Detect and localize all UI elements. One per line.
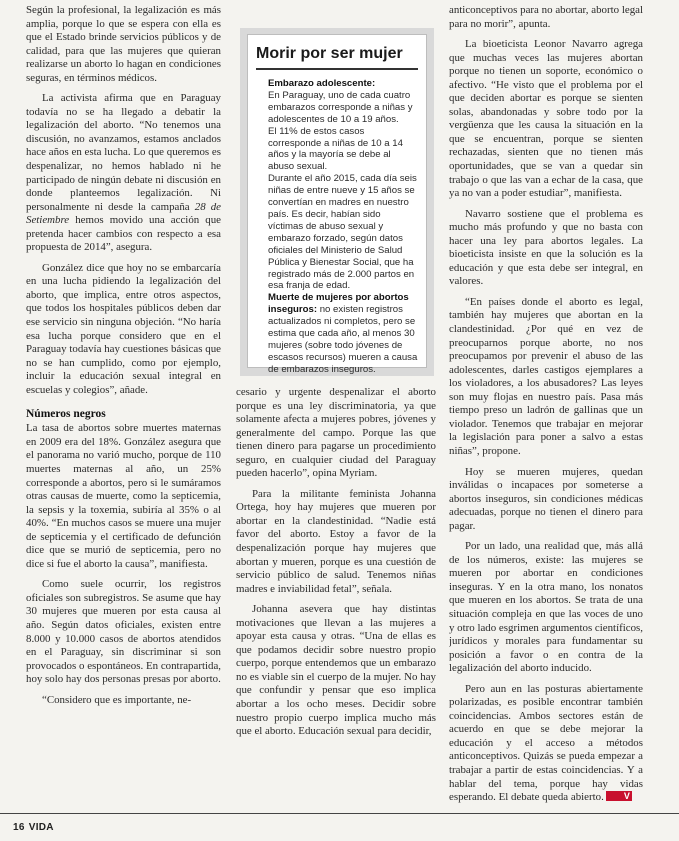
article-column-2 — [236, 386, 436, 804]
sidebar-text: En Paraguay, uno de cada cuatro embarazos corresponde a niñas y adolescentes de 10 a 19 años. — [268, 89, 413, 125]
page-number: 16 — [13, 822, 25, 833]
sidebar-text: no existen registros actualizados ni completos, pero se estima que cada año, al menos 30 mujeres (sobre todo jóvenes de escasos recursos) mueren a causa de embarazos inseguros. — [268, 304, 418, 375]
page-folio — [13, 822, 54, 833]
sidebar-subheading: Muerte de mujeres por abortos inseguros: — [268, 292, 409, 316]
footer-rule — [0, 813, 679, 814]
article-column-1 — [26, 4, 221, 804]
paragraph: Como suele ocurrir, los registros oficiales son subregistros. Se asume que hay 30 mujeres que mueren por esta causa al año. Según datos oficiales, existen entre 8.000 y 10.000 casos de abortos atendidos en el Paraguay, sin discriminar si son provocados o espontáneos. En contrapartida, hoy solo hay dos personas presas por aborto. — [26, 578, 221, 686]
paragraph: La bioeticista Leonor Navarro agrega que muchas veces las mujeres abortan porque no tienen un soporte, económico o afectivo. “He visto que el problema por el que deciden abortar es porque se sienten solas, abandonadas y sobre todo por la vergüenza que les causa la situación en la que se encuentran, porque se sienten rechazadas, sienten que no tienen más oportunidades, que se van a quedar sin trabajo o que las van a echar de la casa, que ya no van a poder estudiar”, manifiesta. — [449, 38, 643, 200]
sidebar-text: Durante el año 2015, cada día seis niñas de entre nueve y 15 años se convertían en madres en nuestro país. Es decir, habían sido víctimas de abuso sexual y embarazo forzado, según datos oficiales del Ministerio de Salud Pública y Bienestar Social, que ha registrado más de 2.000 partos en esa franja de edad. — [268, 173, 417, 292]
paragraph: “Considero que es importante, ne- — [42, 693, 192, 706]
paragraph — [449, 683, 643, 804]
paragraph: Navarro sostiene que el problema es mucho más profundo y que no basta con hacer una ley para abortos legales. La bioeticista insiste en que la solución es la educación y que esta debe ser integral, en valores. — [449, 207, 643, 288]
sidebar-text: El 11% de estos casos corresponde a niñas de 10 a 14 años y la mayoría se debe al abuso sexual. — [268, 125, 403, 173]
paragraph-text: hemos movido una acción que pretenda hacer cambios con respecto a esa propuesta de 2014”, asegura. — [26, 214, 221, 254]
paragraph: Johanna asevera que hay distintas motivaciones que llevan a las mujeres a apoyar esta causa y otras. “Una de ellas es que podamos decidir sobre nuestro propio cuerpo, porque entendemos que un embarazo no es viable sin el cuerpo de la mujer. No hay que confundir y pensar que eso implica abortar a los ocho meses. Decidir sobre nuestro propio cuerpo implica mucho más que el aborto. Educación sexual para decidir, — [236, 603, 436, 738]
paragraph: Hoy se mueren mujeres, quedan inválidas o incapaces por someterse a abortos inseguros, sin condiciones médicas adecuadas, porque no tienen el dinero para pagar. — [449, 465, 643, 532]
sidebar-panel — [247, 34, 427, 375]
paragraph: González dice que hoy no se embarcaría en una lucha pidiendo la legalización del aborto, que implica, entre otros aspectos, que todos los hospitales públicos deben dar ese servicio sin ninguna objeción. “No haría esa lucha porque considero que en el Paraguay todavía hay cuestiones básicas que no se han cumplido, como por ejemplo, incluir la educación sexual integral en escuelas y colegios”, añade. — [26, 261, 221, 396]
paragraph — [26, 92, 221, 255]
paragraph: La tasa de abortos sobre muertes maternas en 2009 era del 18%. González asegura que el panorama no varió mucho, porque de 110 muertes maternas al año, un 25% corresponde a abortos, pero si le sumáramos otras causas de muerte, como la septicemia, la sepsis y la toxemia, subiría al 35% o al 40%. “En muchos casos se muere una mujer de septicemia y el certificado de defunción dice que se murió de septicemia, pero no dice si fue el aborto la causa”, manifiesta. — [26, 422, 221, 570]
sidebar-text — [268, 292, 418, 375]
article-column-3 — [449, 4, 643, 804]
end-mark-icon: V — [606, 791, 632, 801]
sidebar-title: Morir por ser mujer — [256, 45, 418, 70]
paragraph: anticonceptivos para no abortar, aborto legal para no morir”, apunta. — [449, 4, 643, 30]
campaign-name: 28 de Setiembre — [26, 200, 221, 227]
paragraph-text: La activista afirma que en Paraguay todavía no se ha llegado a debatir la legalización del aborto. “No tenemos una discusión, no avanzamos, estamos anclados hace años en esta lucha. Lo que queremos es despenalizar, no hemos hablado ni he participado de ningún debate ni discusión en donde planteemos legalización. Ni personalmente ni desde la campaña — [26, 92, 221, 213]
subheading: Números negros — [26, 408, 106, 421]
section-name: VIDA — [28, 822, 54, 833]
paragraph: cesario y urgente despenalizar el aborto porque es una ley discriminatoria, ya que solamente afecta a mujeres pobres, jóvenes y generalmente del campo. Porque las que tienen dinero para pagarse un procedimiento seguro, en cualquier ciudad del Paraguay pueden hacerlo”, opina Myriam. — [236, 386, 436, 480]
sidebar-box — [240, 28, 434, 376]
sidebar-subheading: Embarazo adolescente: — [268, 78, 376, 89]
paragraph: Según la profesional, la legalización es más amplia, porque lo que se espera con ella es que el Estado brinde servicios públicos y de calidad, para que las mujeres que quieran realizarse un aborto lo hagan en condiciones seguras, en términos médicos. — [26, 4, 221, 84]
paragraph-text: Pero aun en las posturas abiertamente polarizadas, es posible encontrar también coincidencias. Ambos sectores están de acuerdo en que se debe mejorar la educación y el acceso a métodos anticonceptivos. Quizás se pueda empezar a trabajar a partir de estas coincidencias. Y a hablar del tema, porque hay vidas esperando. El debate queda abierto. — [449, 682, 643, 804]
sidebar-body — [268, 78, 418, 376]
paragraph: Para la militante feminista Johanna Ortega, hoy hay mujeres que mueren por abortar en la clandestinidad. “Nadie está favor del aborto. Estoy a favor de la despenalización porque hay mujeres que abortan y mueren, porque es una cuestión de servicio público de salud. Tenemos niñas madres e inviabilidad fetal”, señala. — [236, 487, 436, 595]
paragraph: “En países donde el aborto es legal, también hay mujeres que abortan en la clandestinidad. ¿Por qué en vez de preocuparnos porque aborte, no nos preocupamos por prevenir el abuso de las adolescentes, darles castigos ejemplares a los violadores, a los abusadores? Las leyes son muy flojas en nuestro país. Pasa más tiempo preso un ladrón de gallinas que un violador. Tenemos que trabajar en mejorar la legislación para poner a salvo a estas niñas”, propone. — [449, 295, 643, 457]
paragraph: Por un lado, una realidad que, más allá de los números, existe: las mujeres se mueren por abortar en condiciones inseguras. Y en la otra mano, los nonatos que mueren en los abortos. Se trata de una situación compleja en que las voces de uno y otro lado esgrimen argumentos científicos, jurídicos y morales para fundamentar su posición a favor o en contra de la legalización del aborto inducido. — [449, 540, 643, 675]
